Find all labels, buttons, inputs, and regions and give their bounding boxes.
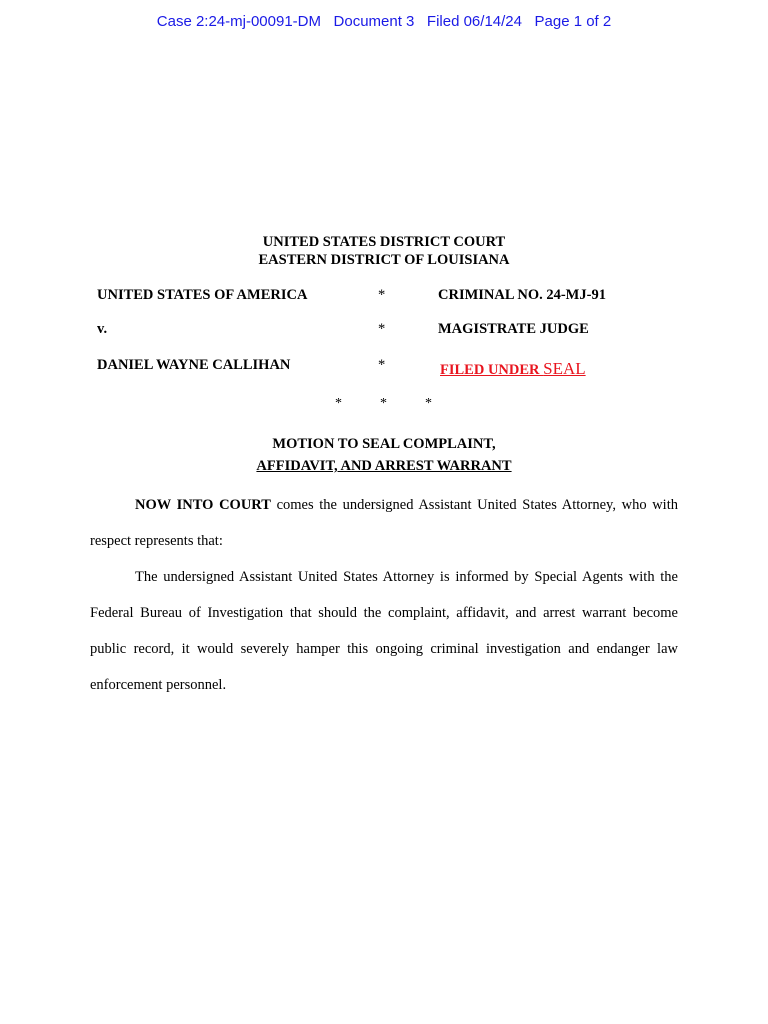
now-into-court-lead: NOW INTO COURT — [135, 497, 271, 513]
case-number: Case 2:24-mj-00091-DM — [156, 13, 321, 30]
criminal-number: CRIMINAL NO. 24-MJ-91 — [438, 287, 606, 303]
ecf-filing-header — [0, 13, 768, 30]
separator-star: * — [380, 396, 387, 411]
caption-star: * — [378, 321, 386, 337]
defendant-name: DANIEL WAYNE CALLIHAN — [97, 357, 291, 373]
court-heading — [0, 233, 768, 269]
filed-date: Filed 06/14/24 — [426, 13, 522, 30]
document-number: Document 3 — [333, 13, 415, 30]
motion-title — [0, 433, 768, 477]
court-district: EASTERN DISTRICT OF LOUISIANA — [258, 252, 510, 268]
motion-title-line-1: MOTION TO SEAL COMPLAINT, — [272, 436, 496, 452]
motion-body — [90, 487, 678, 703]
seal-text: SEAL — [543, 359, 586, 378]
motion-title-line-2: AFFIDAVIT, AND ARREST WARRANT — [256, 458, 512, 474]
paragraph-1-text: comes the undersigned Assistant United States Attorney, who with respect represents that: — [90, 497, 678, 549]
filed-under-seal-notice — [440, 359, 586, 379]
filed-under-text: FILED UNDER — [440, 362, 544, 378]
paragraph-1 — [90, 487, 678, 559]
separator-star: * — [335, 396, 342, 411]
court-name: UNITED STATES DISTRICT COURT — [262, 234, 506, 250]
paragraph-2: The undersigned Assistant United States Attorney is informed by Special Agents with the Federal Bureau of Investigation that should the complaint, affidavit, and arrest warrant become public record, it would severely hamper this ongoing criminal investigation and endanger law enforcement personnel. — [90, 569, 678, 693]
versus-label: v. — [97, 321, 108, 337]
page-count: Page 1 of 2 — [534, 13, 612, 30]
plaintiff-name: UNITED STATES OF AMERICA — [97, 287, 308, 303]
separator-star: * — [425, 396, 432, 411]
caption-star: * — [378, 357, 386, 373]
magistrate-judge-label: MAGISTRATE JUDGE — [438, 321, 589, 337]
caption-star: * — [378, 287, 386, 303]
